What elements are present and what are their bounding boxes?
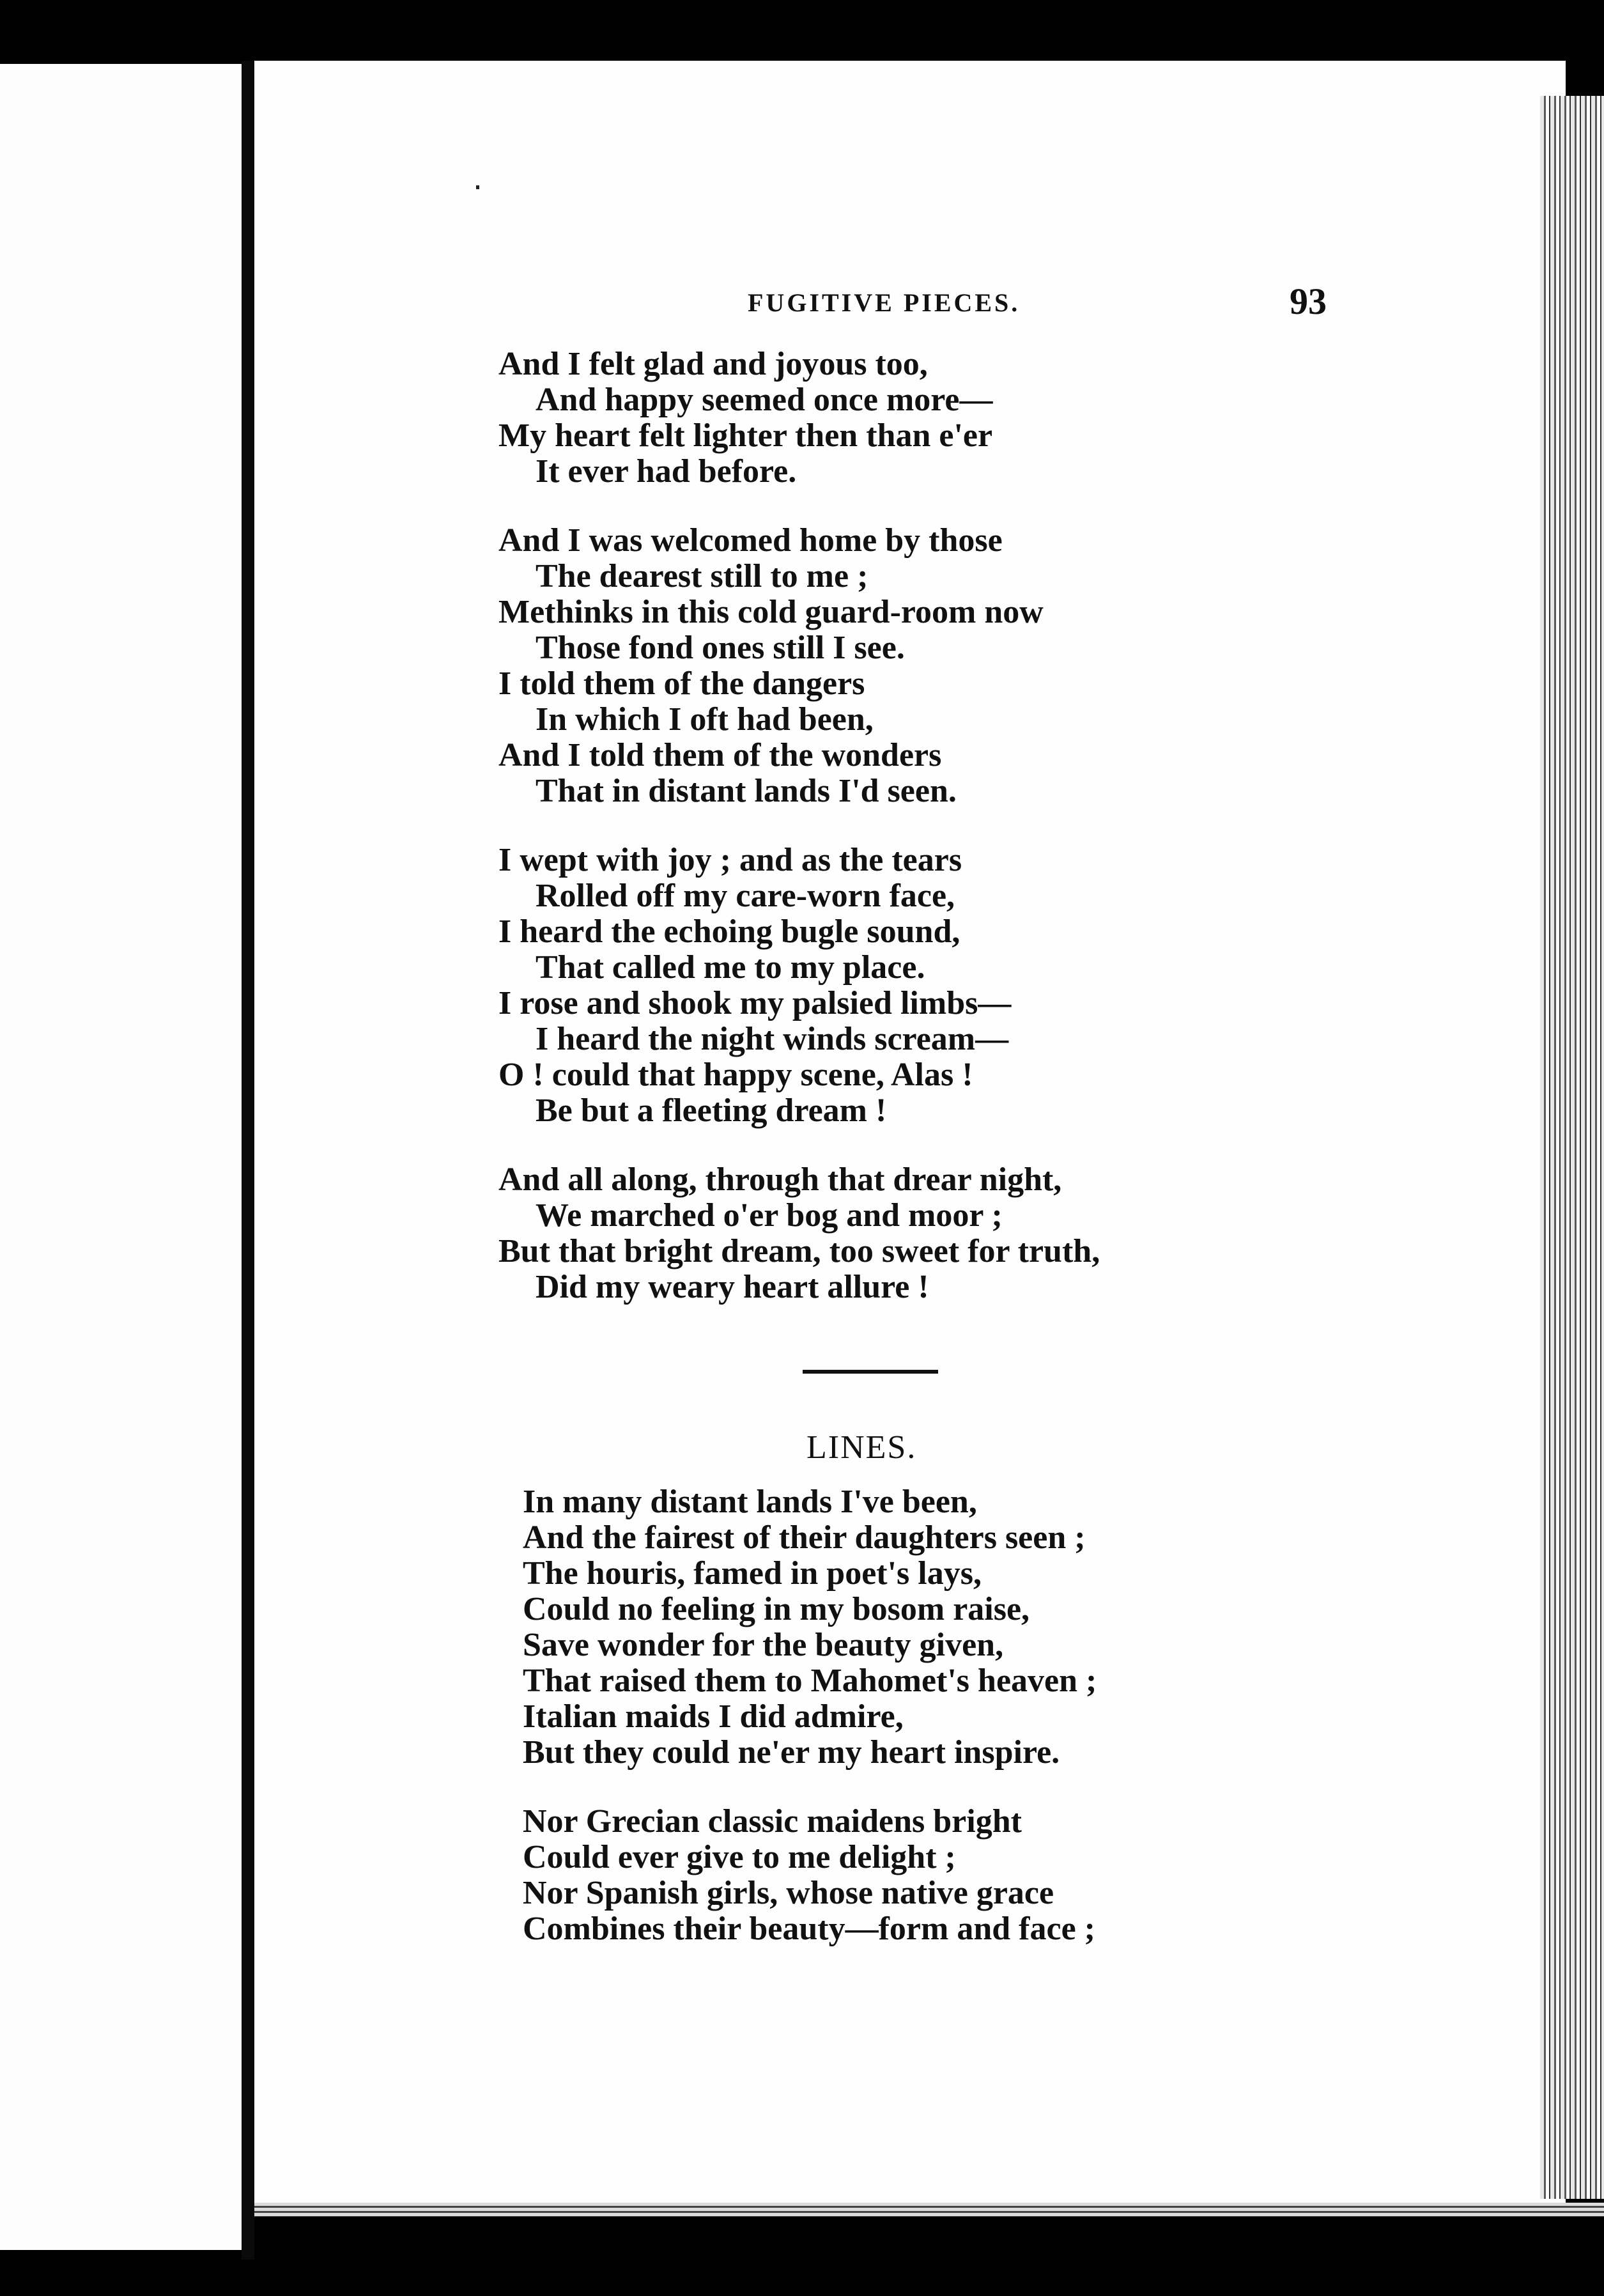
poem-line: But they could ne'er my heart inspire.	[523, 1734, 1060, 1771]
poem-line: And I felt glad and joyous too,	[498, 346, 928, 382]
stanza-break	[498, 809, 1100, 842]
print-speck	[476, 185, 479, 189]
poem-line: That in distant lands I'd seen.	[536, 773, 957, 809]
stanza-break	[498, 1129, 1100, 1162]
running-head: FUGITIVE PIECES.	[748, 288, 1021, 317]
section-divider	[803, 1370, 938, 1374]
poem-line: Be but a fleeting dream !	[536, 1092, 887, 1129]
poem-line: It ever had before.	[536, 453, 797, 490]
poem-line: Did my weary heart allure !	[536, 1269, 929, 1305]
poem-line: In which I oft had been,	[536, 701, 874, 738]
poem-line: Could no feeling in my bosom raise,	[523, 1591, 1030, 1627]
poem-line: And I told them of the wonders	[498, 737, 942, 773]
poem-line: Nor Spanish girls, whose native grace	[523, 1875, 1054, 1911]
poem-line: I heard the night winds scream—	[536, 1021, 1009, 1057]
poem-line: The houris, famed in poet's lays,	[523, 1555, 982, 1592]
poem-line: O ! could that happy scene, Alas !	[498, 1057, 973, 1093]
poem-line: Italian maids I did admire,	[523, 1698, 904, 1735]
stanza-break	[523, 1771, 1097, 1804]
poem-line: Those fond ones still I see.	[536, 630, 905, 666]
poem-line: In many distant lands I've been,	[523, 1484, 977, 1520]
poem-line: I rose and shook my palsied limbs—	[498, 985, 1012, 1021]
page-edges	[1540, 96, 1604, 2199]
poem-line: The dearest still to me ;	[536, 558, 868, 594]
poem-line: That raised them to Mahomet's heaven ;	[523, 1663, 1097, 1699]
poem-line: And I was welcomed home by those	[498, 522, 1003, 559]
poem-line: Methinks in this cold guard-room now	[498, 594, 1044, 630]
poem-line: And the fairest of their daughters seen ;	[523, 1519, 1086, 1556]
page-bottom-edge	[254, 2203, 1604, 2217]
stanza-break	[498, 490, 1100, 523]
lines-poem	[523, 1484, 1097, 1947]
poem-line: That called me to my place.	[536, 949, 925, 986]
page-number: 93	[1290, 281, 1327, 322]
poem-line: I heard the echoing bugle sound,	[498, 913, 960, 950]
poem-line: But that bright dream, too sweet for truth,	[498, 1233, 1100, 1269]
poem-line: Combines their beauty—form and face ;	[523, 1911, 1095, 1947]
poem-continued	[498, 346, 1100, 1305]
poem-line: We marched o'er bog and moor ;	[536, 1197, 1003, 1234]
poem-line: Rolled off my care-worn face,	[536, 878, 955, 914]
poem-line: And happy seemed once more—	[536, 382, 993, 418]
poem-line: I wept with joy ; and as the tears	[498, 842, 962, 878]
book-gutter	[242, 61, 254, 2260]
poem-line: I told them of the dangers	[498, 665, 865, 702]
poem-line: My heart felt lighter then than e'er	[498, 417, 993, 454]
poem-line: Could ever give to me delight ;	[523, 1839, 956, 1875]
poem-line: And all along, through that drear night,	[498, 1161, 1062, 1198]
lines-title: LINES.	[806, 1429, 917, 1466]
poem-line: Nor Grecian classic maidens bright	[523, 1803, 1022, 1840]
poem-line: Save wonder for the beauty given,	[523, 1627, 1004, 1663]
facing-page-edge	[0, 64, 243, 2250]
